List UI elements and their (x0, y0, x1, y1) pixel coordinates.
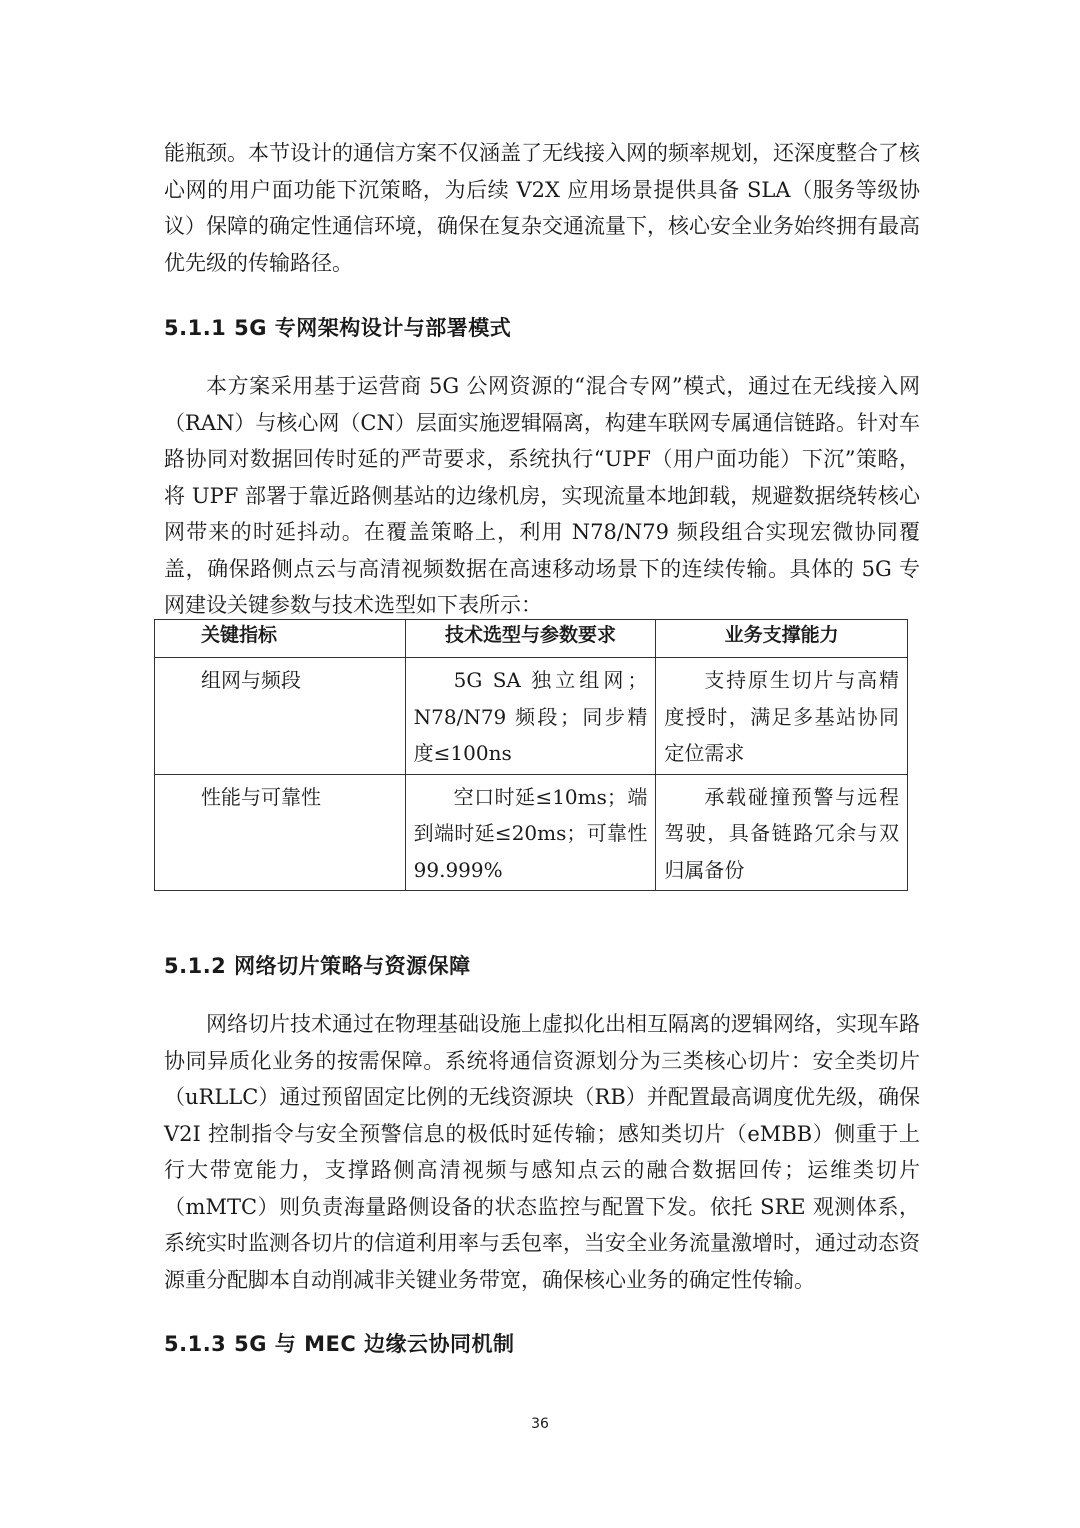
table-cell: 空口时延≤10ms；端到端时延≤20ms；可靠性 99.999% (405, 774, 656, 891)
section-5-1-2-body: 网络切片技术通过在物理基础设施上虚拟化出相互隔离的逻辑网络，实现车路协同异质化业务的按需保障。系统将通信资源划分为三类核心切片：安全类切片（uRLLC）通过预留固定比例的无线资源块（RB）并配置最高调度优先级，确保 V2I 控制指令与安全预警信息的极低时延传输；感知类切片（eMBB）侧重于上行大带宽能力，支撑路侧高清视频与感知点云的融合数据回传；运维类切片（mMTC）则负责海量路侧设备的状态监控与配置下发。依托 SRE 观测体系，系统实时监测各切片的信道利用率与丢包率，当安全业务流量激增时，通过动态资源重分配脚本自动削减非关键业务带宽，确保核心业务的确定性传输。 (164, 1012, 920, 1292)
table-header-cell: 技术选型与参数要求 (405, 620, 656, 658)
table-row (155, 658, 908, 775)
table-cell: 性能与可靠性 (155, 774, 406, 891)
table-header-cell: 业务支撑能力 (656, 620, 908, 658)
section-heading-5-1-2: 5.1.2 网络切片策略与资源保障 (164, 954, 471, 978)
table-cell: 5G SA 独立组网；N78/N79 频段；同步精度≤100ns (405, 658, 656, 775)
table-cell: 支持原生切片与高精度授时，满足多基站协同定位需求 (656, 658, 908, 775)
spec-table (154, 619, 908, 891)
section-5-1-1-body: 本方案采用基于运营商 5G 公网资源的“混合专网”模式，通过在无线接入网（RAN）与核心网（CN）层面实施逻辑隔离，构建车联网专属通信链路。针对车路协同对数据回传时延的严苛要求，系统执行“UPF（用户面功能）下沉”策略，将 UPF 部署于靠近路侧基站的边缘机房，实现流量本地卸载，规避数据绕转核心网带来的时延抖动。在覆盖策略上，利用 N78/N79 频段组合实现宏微协同覆盖，确保路侧点云与高清视频数据在高速移动场景下的连续传输。具体的 5G 专网建设关键参数与技术选型如下表所示： (164, 374, 920, 617)
intro-paragraph: 能瓶颈。本节设计的通信方案不仅涵盖了无线接入网的频率规划，还深度整合了核心网的用户面功能下沉策略，为后续 V2X 应用场景提供具备 SLA（服务等级协议）保障的确定性通信环境，确保在复杂交通流量下，核心安全业务始终拥有最高优先级的传输路径。 (164, 141, 920, 275)
table-header-row (155, 620, 908, 658)
section-heading-5-1-3: 5.1.3 5G 与 MEC 边缘云协同机制 (164, 1332, 515, 1356)
table-row (155, 774, 908, 891)
table-header-cell: 关键指标 (155, 620, 406, 658)
section-heading-5-1-1: 5.1.1 5G 专网架构设计与部署模式 (164, 316, 512, 340)
table-cell: 承载碰撞预警与远程驾驶，具备链路冗余与双归属备份 (656, 774, 908, 891)
page-number: 36 (531, 1416, 549, 1432)
table-cell: 组网与频段 (155, 658, 406, 775)
